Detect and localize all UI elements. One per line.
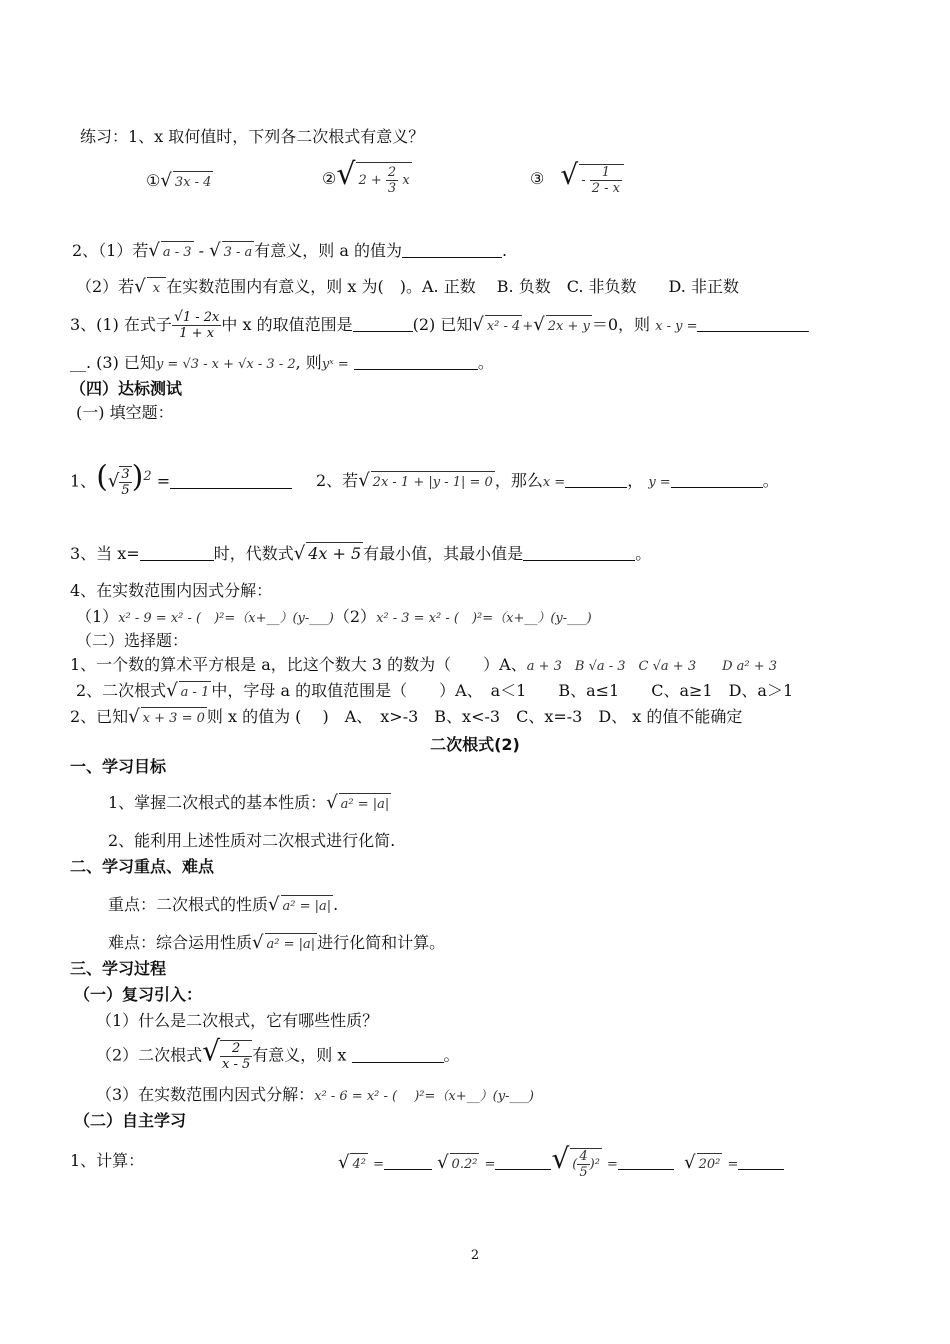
blank[interactable]	[384, 1153, 432, 1170]
f2-line: 2、若√ 2x - 1 + |y - 1| = 0 ，那么x = ， y = 。	[316, 470, 779, 494]
page-number: 2	[470, 1248, 480, 1263]
blank[interactable]	[565, 471, 627, 488]
heading-review: （一）复习引入：	[74, 985, 203, 1004]
blank[interactable]	[354, 353, 478, 370]
f3-line: 3、当 x= 时，代数式√ 4x + 5 有最小值，其最小值是 。	[70, 543, 652, 564]
q2-2-line: （2）若√ x 在实数范围内有意义，则 x 为( )。A. 正数 B. 负数 C. 非负数 D. 非正数	[76, 276, 739, 300]
f4-line: 4、在实数范围内因式分解：	[70, 581, 273, 600]
heading-process: 三、学习过程	[70, 959, 167, 978]
practice-items: ①√ 3x - 4	[146, 170, 213, 194]
c2-line: 2、二次根式√ a - 1 中，字母 a 的取值范围是（ ）A、 a＜1 B、a≤1 C、a≥1 D、a＞1	[76, 680, 793, 704]
blank[interactable]	[697, 315, 809, 332]
blank[interactable]	[170, 472, 292, 489]
blank[interactable]	[738, 1153, 784, 1170]
blank[interactable]	[495, 1153, 551, 1170]
calc-exprs: √ 4² = √ 0.2² = √ ( $\frac{4}{5}$ )² = √ 20² =	[338, 1148, 784, 1180]
key-2: 难点：综合运用性质√ a² = |a| 进行化简和计算。	[108, 932, 445, 956]
f1-line: 1、(√ $\frac{3}{5}$ )$^2$ =	[70, 466, 292, 498]
section-title: 二次根式(2)	[430, 735, 520, 754]
review-1: （1）什么是二次根式，它有哪些性质？	[96, 1011, 379, 1030]
section-test: （四）达标测试	[70, 379, 183, 398]
f4-items: （1）x² - 9 = x² - ( )²=（x+__）(y-___)（2）x² - 3 = x² - ( )²=（x+__）(y-___)	[76, 607, 592, 626]
fill-heading: (一) 填空题：	[76, 403, 174, 422]
heading-keypoints: 二、学习重点、难点	[70, 857, 215, 876]
q2-line: 2、（1）若√ a - 3 - √ 3 - a 有意义，则 a 的值为 .	[72, 240, 507, 264]
choice-heading: （二）选择题：	[76, 631, 189, 650]
blank[interactable]	[402, 241, 502, 258]
practice-item-3: ③ √ - $\frac{1}{2 - x}$	[530, 164, 624, 196]
heading-goals: 一、学习目标	[70, 757, 167, 776]
blank[interactable]	[671, 471, 763, 488]
c3-line: 2、已知√ x + 3 = 0 则 x 的值为 ( ) A、 x>-3 B、x<-3 C、x=-3 D、 x 的值不能确定	[70, 706, 742, 730]
blank[interactable]	[140, 544, 214, 561]
key-1: 重点：二次根式的性质√ a² = |a| .	[108, 894, 338, 918]
practice-item-2: ②√ 2 + $\frac{2}{3}$ x	[322, 157, 410, 196]
heading-self-study: （二）自主学习	[74, 1111, 187, 1130]
blank[interactable]	[353, 315, 413, 332]
goal-2: 2、能利用上述性质对二次根式进行化简.	[108, 831, 396, 850]
blank[interactable]	[523, 544, 635, 561]
review-2: （2）二次根式√ $\frac{2}{x - 5}$ 有意义，则 x 。	[96, 1034, 460, 1072]
c1-line: 1、一个数的算术平方根是 a，比这个数大 3 的数为（ ）A、a + 3 B √a - 3 C √a + 3 D a² + 3	[70, 655, 778, 674]
blank[interactable]	[352, 1046, 444, 1063]
review-3: （3）在实数范围内因式分解：x² - 6 = x² - ( )²=（x+__）(y-___)	[96, 1085, 535, 1104]
q3-line: 3、(1) 在式子 $\frac{√1 - 2x}{1 + x}$ 中 x 的取值范围是 (2) 已知√ x² - 4 +√ 2x + y ＝0，则 x - y =	[70, 310, 809, 341]
calc-line: 1、计算：	[70, 1151, 145, 1170]
q3-cont-line: __. (3) 已知y = √3 - x + √x - 3 - 2, 则yˣ = 。	[70, 353, 494, 372]
blank[interactable]	[618, 1153, 674, 1170]
goal-1: 1、掌握二次根式的基本性质：√ a² = |a|	[108, 792, 391, 816]
practice-line: 练习：1、x 取何值时，下列各二次根式有意义？	[80, 127, 425, 146]
